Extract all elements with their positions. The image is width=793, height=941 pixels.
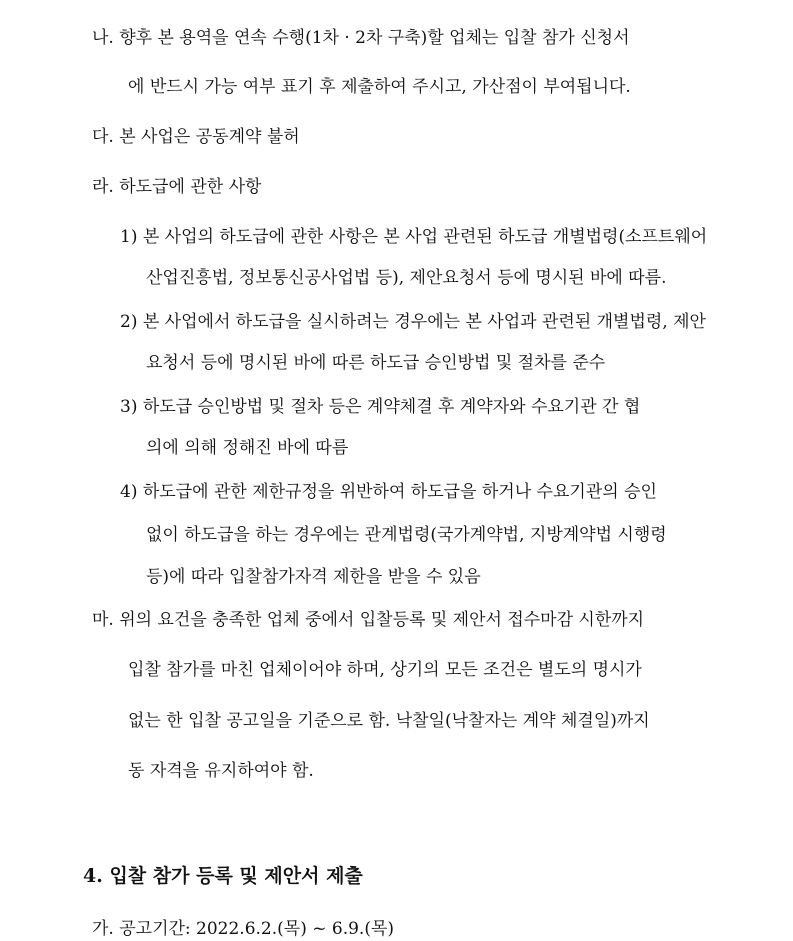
item-ra-sub4-line-3: 등)에 따라 입찰참가자격 제한을 받을 수 있음 bbox=[146, 567, 481, 587]
section-4-heading: 4. 입찰 참가 등록 및 제안서 제출 bbox=[83, 865, 363, 887]
section-4-item-ga: 가. 공고기간: 2022.6.2.(목) ~ 6.9.(목) bbox=[92, 919, 395, 939]
item-ma-line-2: 입찰 참가를 마친 업체이어야 하며, 상기의 모든 조건은 별도의 명시가 bbox=[128, 660, 642, 680]
item-na-line-1: 나. 향후 본 용역을 연속 수행(1차 · 2차 구축)할 업체는 입찰 참가 신청서 bbox=[92, 28, 630, 48]
item-ra-sub2-line-1: 2) 본 사업에서 하도급을 실시하려는 경우에는 본 사업과 관련된 개별법령, 제안 bbox=[120, 312, 706, 332]
item-ra-sub1-line-2: 산업진흥법, 정보통신공사업법 등), 제안요청서 등에 명시된 바에 따름. bbox=[146, 268, 667, 288]
item-ra-sub3-line-1: 3) 하도급 승인방법 및 절차 등은 계약체결 후 계약자와 수요기관 간 협 bbox=[120, 397, 641, 417]
item-ma-line-4: 동 자격을 유지하여야 함. bbox=[128, 761, 314, 781]
item-ra-title: 라. 하도급에 관한 사항 bbox=[92, 177, 262, 197]
item-na-line-2: 에 반드시 가능 여부 표기 후 제출하여 주시고, 가산점이 부여됩니다. bbox=[128, 77, 631, 97]
item-da-line-1: 다. 본 사업은 공동계약 불허 bbox=[92, 127, 300, 147]
item-ra-sub1-line-1: 1) 본 사업의 하도급에 관한 사항은 본 사업 관련된 하도급 개별법령(소프트웨어 bbox=[120, 227, 708, 247]
item-ra-sub3-line-2: 의에 의해 정해진 바에 따름 bbox=[146, 438, 349, 458]
item-ra-sub4-line-1: 4) 하도급에 관한 제한규정을 위반하여 하도급을 하거나 수요기관의 승인 bbox=[120, 482, 657, 502]
item-ra-sub2-line-2: 요청서 등에 명시된 바에 따른 하도급 승인방법 및 절차를 준수 bbox=[146, 353, 606, 373]
item-ma-line-1: 마. 위의 요건을 충족한 업체 중에서 입찰등록 및 제안서 접수마감 시한까지 bbox=[92, 610, 645, 630]
item-ma-line-3: 없는 한 입찰 공고일을 기준으로 함. 낙찰일(낙찰자는 계약 체결일)까지 bbox=[128, 711, 650, 731]
item-ra-sub4-line-2: 없이 하도급을 하는 경우에는 관계법령(국가계약법, 지방계약법 시행령 bbox=[146, 525, 667, 545]
